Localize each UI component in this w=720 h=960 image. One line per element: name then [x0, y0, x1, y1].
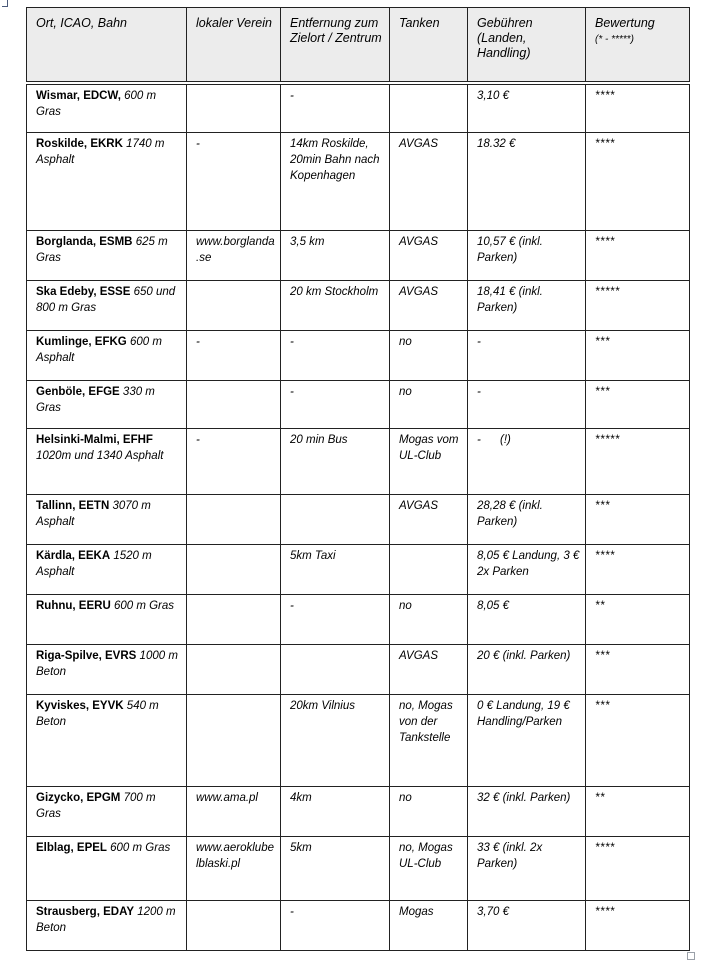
cell-club	[187, 495, 281, 545]
cell-fuel: no	[390, 331, 468, 381]
table-row	[27, 331, 690, 381]
cell-distance: 4km	[281, 787, 390, 837]
cell-location	[27, 837, 187, 901]
runway-info: 625 m Gras	[36, 236, 168, 264]
table-row	[27, 901, 690, 951]
airfield-name: Ruhnu, EERU	[36, 600, 111, 612]
runway-info: 700 m Gras	[36, 792, 156, 820]
cell-club: -	[187, 133, 281, 231]
cell-fuel: no, Mogas UL-Club	[390, 837, 468, 901]
airfield-name: Strausberg, EDAY	[36, 906, 134, 918]
header-rating-scale: (* - *****)	[595, 34, 634, 45]
airfield-name: Genböle, EFGE	[36, 386, 120, 398]
cell-location	[27, 83, 187, 133]
cell-rating: *****	[586, 429, 690, 495]
cell-fuel: Mogas	[390, 901, 468, 951]
table-row	[27, 645, 690, 695]
cell-rating: ****	[586, 83, 690, 133]
runway-info: 540 m Beton	[36, 700, 159, 728]
cell-distance	[281, 645, 390, 695]
cell-fuel	[390, 545, 468, 595]
cell-location	[27, 495, 187, 545]
cell-fees: 32 € (inkl. Parken)	[468, 787, 586, 837]
runway-info: 1200 m Beton	[36, 906, 176, 934]
table-header-row	[27, 8, 690, 83]
airfield-name: Tallinn, EETN	[36, 500, 110, 512]
cell-club	[187, 695, 281, 787]
cell-club	[187, 381, 281, 429]
cell-distance: 14km Roskilde, 20min Bahn nach Kopenhagen	[281, 133, 390, 231]
header-rating	[586, 8, 690, 83]
cell-club	[187, 281, 281, 331]
cell-fees: -	[468, 331, 586, 381]
cell-rating: ***	[586, 331, 690, 381]
cell-fuel: no	[390, 381, 468, 429]
header-location: Ort, ICAO, Bahn	[27, 8, 187, 83]
cell-fuel: Mogas vom UL-Club	[390, 429, 468, 495]
cell-fuel: AVGAS	[390, 231, 468, 281]
table-row	[27, 545, 690, 595]
airfield-name: Kärdla, EEKA	[36, 550, 111, 562]
cell-location	[27, 133, 187, 231]
cell-fees: 3,10 €	[468, 83, 586, 133]
cell-rating: ***	[586, 495, 690, 545]
airfield-table	[26, 7, 690, 951]
cell-rating: **	[586, 787, 690, 837]
cell-fuel: no	[390, 787, 468, 837]
runway-info: 600 m Asphalt	[36, 336, 162, 364]
runway-info: 600 m Gras	[110, 842, 171, 854]
airfield-name: Kyviskes, EYVK	[36, 700, 124, 712]
cell-fees: 18.32 €	[468, 133, 586, 231]
runway-info: 1000 m Beton	[36, 650, 178, 678]
cell-club[interactable]: www.borglanda.se	[187, 231, 281, 281]
cell-location	[27, 331, 187, 381]
cell-rating: ***	[586, 645, 690, 695]
cell-fuel: AVGAS	[390, 133, 468, 231]
cell-fees: 20 € (inkl. Parken)	[468, 645, 586, 695]
cell-fees: 28,28 € (inkl. Parken)	[468, 495, 586, 545]
cell-location	[27, 281, 187, 331]
runway-info: 1020m und 1340 Asphalt	[36, 450, 164, 462]
runway-info: 330 m Gras	[36, 386, 155, 414]
runway-info: 600 m Gras	[36, 89, 157, 118]
header-fees: Gebühren (Landen, Handling)	[468, 8, 586, 83]
airfield-name: Kumlinge, EFKG	[36, 336, 127, 348]
cell-rating: ****	[586, 133, 690, 231]
cell-fees: 10,57 € (inkl. Parken)	[468, 231, 586, 281]
cell-fees: 8,05 €	[468, 595, 586, 645]
airfield-name: Roskilde, EKRK	[36, 138, 123, 150]
airfield-name: Gizycko, EPGM	[36, 792, 121, 804]
cell-fees: 18,41 € (inkl. Parken)	[468, 281, 586, 331]
airfield-name: Helsinki-Malmi, EFHF	[36, 434, 153, 446]
runway-info: 650 und 800 m Gras	[36, 286, 176, 314]
cell-club: -	[187, 429, 281, 495]
cell-distance: 5km Taxi	[281, 545, 390, 595]
table-row	[27, 83, 690, 133]
airfield-name: Riga-Spilve, EVRS	[36, 650, 137, 662]
runway-info: 600 m Gras	[113, 600, 175, 612]
cell-distance: -	[281, 595, 390, 645]
cell-fees: 3,70 €	[468, 901, 586, 951]
cell-rating: ***	[586, 695, 690, 787]
table-row	[27, 495, 690, 545]
cell-rating: *****	[586, 281, 690, 331]
table-row	[27, 281, 690, 331]
cell-fees: 0 € Landung, 19 € Handling/Parken	[468, 695, 586, 787]
table-row	[27, 695, 690, 787]
table-row	[27, 595, 690, 645]
airfield-name: Wismar, EDCW,	[36, 89, 121, 102]
cell-distance: 20km Vilnius	[281, 695, 390, 787]
page-corner-mark-bottom	[687, 952, 695, 960]
cell-location	[27, 787, 187, 837]
cell-rating: ****	[586, 545, 690, 595]
cell-rating: ****	[586, 901, 690, 951]
cell-location	[27, 595, 187, 645]
runway-info: 1740 m Asphalt	[36, 138, 165, 166]
cell-fees: 8,05 € Landung, 3 € 2x Parken	[468, 545, 586, 595]
runway-info: 3070 m Asphalt	[36, 500, 151, 528]
cell-distance: -	[281, 381, 390, 429]
cell-fuel: AVGAS	[390, 281, 468, 331]
cell-location	[27, 381, 187, 429]
cell-club: -	[187, 331, 281, 381]
airfield-name: Borglanda, ESMB	[36, 236, 133, 248]
airfield-name: Elblag, EPEL	[36, 842, 107, 854]
cell-fees: - (!)	[468, 429, 586, 495]
table-row	[27, 133, 690, 231]
cell-distance	[281, 495, 390, 545]
table-row	[27, 837, 690, 901]
cell-fees: 33 € (inkl. 2x Parken)	[468, 837, 586, 901]
cell-distance: -	[281, 901, 390, 951]
cell-location	[27, 901, 187, 951]
airfield-name: Ska Edeby, ESSE	[36, 286, 131, 298]
cell-rating: ***	[586, 381, 690, 429]
cell-club	[187, 901, 281, 951]
cell-location	[27, 695, 187, 787]
cell-club[interactable]: www.aeroklubelblaski.pl	[187, 837, 281, 901]
cell-fuel: no	[390, 595, 468, 645]
cell-fuel: no, Mogas von der Tankstelle	[390, 695, 468, 787]
header-club: lokaler Verein	[187, 8, 281, 83]
cell-distance: 3,5 km	[281, 231, 390, 281]
table-row	[27, 381, 690, 429]
cell-club	[187, 545, 281, 595]
header-rating-label: Bewertung	[595, 16, 655, 30]
header-fuel: Tanken	[390, 8, 468, 83]
cell-club	[187, 645, 281, 695]
cell-distance: -	[281, 83, 390, 133]
cell-distance: -	[281, 331, 390, 381]
cell-location	[27, 645, 187, 695]
cell-location	[27, 429, 187, 495]
table-row	[27, 429, 690, 495]
cell-location	[27, 545, 187, 595]
cell-distance: 20 km Stockholm	[281, 281, 390, 331]
cell-fees: -	[468, 381, 586, 429]
runway-info: 1520 m Asphalt	[36, 550, 152, 578]
table-row	[27, 787, 690, 837]
cell-club	[187, 83, 281, 133]
cell-rating: **	[586, 595, 690, 645]
cell-rating: ****	[586, 231, 690, 281]
cell-fuel: AVGAS	[390, 645, 468, 695]
header-distance: Entfernung zum Zielort / Zentrum	[281, 8, 390, 83]
cell-club[interactable]: www.ama.pl	[187, 787, 281, 837]
cell-fuel: AVGAS	[390, 495, 468, 545]
page-corner-mark	[2, 0, 8, 7]
cell-rating: ****	[586, 837, 690, 901]
cell-distance: 5km	[281, 837, 390, 901]
cell-club	[187, 595, 281, 645]
table-row	[27, 231, 690, 281]
cell-fuel	[390, 83, 468, 133]
cell-distance: 20 min Bus	[281, 429, 390, 495]
cell-location	[27, 231, 187, 281]
